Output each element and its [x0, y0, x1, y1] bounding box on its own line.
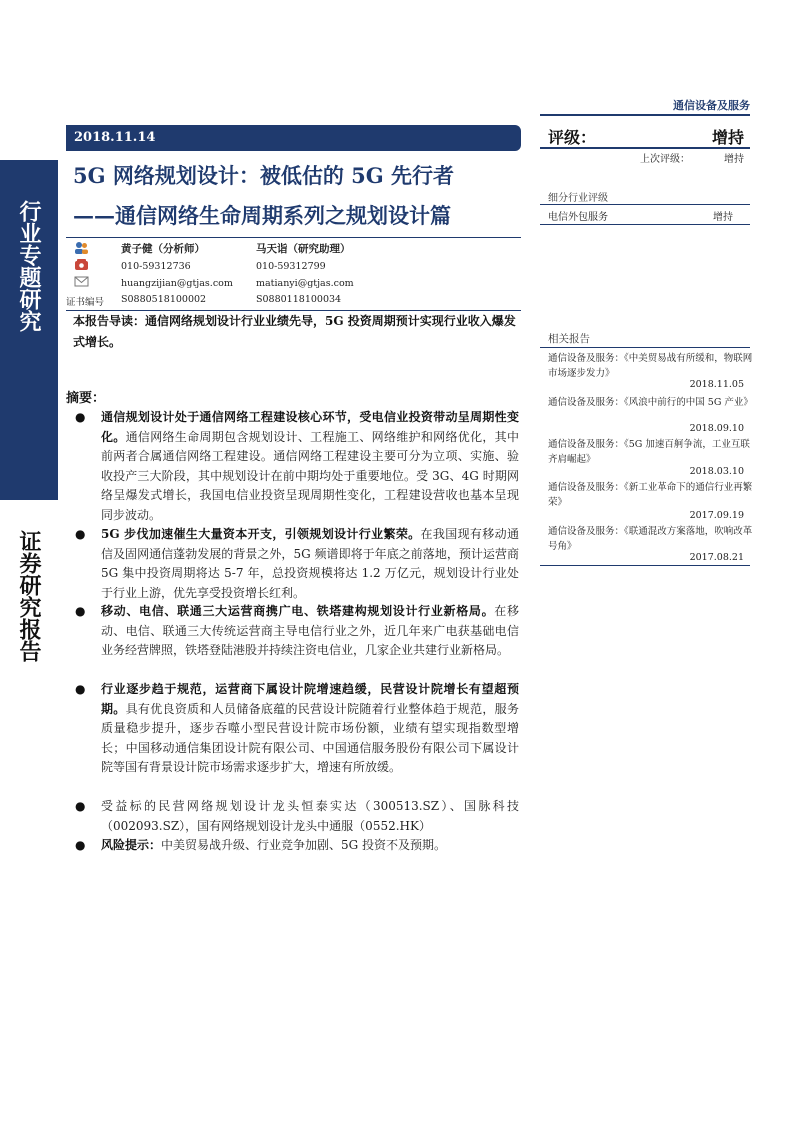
sub-industry-name: 电信外包服务 — [548, 212, 608, 223]
header-rule — [540, 114, 750, 116]
report-type-vertical-text: 证券研究报告 — [16, 530, 42, 662]
rating-rule — [540, 147, 750, 149]
rating-value: 增持 — [711, 128, 744, 147]
related-report-1-date: 2018.11.05 — [689, 379, 744, 390]
related-reports-rule-bottom — [540, 565, 750, 566]
email-icon — [74, 275, 89, 288]
sector-label: 通信设备及服务 — [673, 99, 750, 112]
author-2-cert: S0880118100034 — [256, 294, 342, 305]
sub-industry-rating: 增持 — [713, 212, 733, 223]
author-1-phone: 010-59312736 — [121, 261, 191, 272]
author-2-name: 马天诣（研究助理） — [256, 243, 351, 255]
bullet-icon: ● — [75, 410, 86, 424]
related-report-5-date: 2017.08.21 — [689, 552, 744, 563]
phone-icon — [74, 258, 89, 271]
related-reports-header: 相关报告 — [548, 333, 590, 345]
person-icon — [74, 241, 89, 254]
prev-rating-value: 增持 — [724, 154, 744, 165]
rating-label: 评级： — [548, 128, 597, 147]
summary-item-4: 行业逐步趋于规范，运营商下属设计院增速趋缓，民营设计院增长有望超预期。具有优良资质和人员储备底蕴的民营设计院随着行业整体趋于规范，服务质量稳步提升，逐步吞噬小型民营设计院市场份额，业绩有望实现指数型增长；中国移动通信集团设计院有限公司、中国通信服务股份有限公司下属设计院等国有背景设计院市场需求逐步扩大，增速有所放缓。 — [101, 682, 519, 775]
author-1-email[interactable]: huangzijian@gtjas.com — [121, 278, 233, 289]
sub-industry-header: 细分行业评级 — [548, 193, 608, 204]
title-line2: ——通信网络生命周期系列之规划设计篇 — [73, 203, 451, 228]
related-report-2[interactable]: 通信设备及服务：《风浪中前行的中国 5G 产业》 — [548, 397, 753, 408]
report-guide: 本报告导读：通信网络规划设计行业业绩先导，5G 投资周期预计实现行业收入爆发式增长。 — [73, 314, 516, 349]
sub-industry-rule — [540, 204, 750, 205]
author-2-phone: 010-59312799 — [256, 261, 326, 272]
date-bar — [66, 125, 521, 151]
related-report-4[interactable]: 通信设备及服务：《新工业革命下的通信行业再繁荣》 — [548, 482, 753, 508]
cert-label: 证书编号 — [66, 297, 105, 308]
bullet-icon: ● — [75, 527, 86, 541]
summary-item-3: 移动、电信、联通三大运营商携广电、铁塔建构规划设计行业新格局。在移动、电信、联通三大传统运营商主导电信行业之外，近几年来广电获基础电信业务经营牌照，铁塔登陆港股并持续注资电信业，几家企业共建行业新格局。 — [101, 604, 519, 658]
bullet-icon: ● — [75, 838, 86, 852]
related-report-5[interactable]: 通信设备及服务：《联通混改方案落地，吹响改革号角》 — [548, 526, 753, 552]
sub-industry-rule-bottom — [540, 224, 750, 225]
summary-item-2: 5G 步伐加速催生大量资本开支，引领规划设计行业繁荣。在我国现有移动通信及固网通信蓬勃发展的背景之外，5G 频谱即将于年底之前落地，预计运营商 5G 集中投资周期将达 5-7 年，总投资规模将达 1.2 万亿元，规划设计行业处于行业上游，优先享受投资增长红利。 — [101, 527, 519, 600]
related-report-1[interactable]: 通信设备及服务：《中美贸易战有所缓和，物联网市场逐步发力》 — [548, 353, 753, 379]
author-2-email[interactable]: matianyi@gtjas.com — [256, 278, 354, 289]
title-rule — [66, 237, 521, 238]
related-report-3-date: 2018.03.10 — [689, 466, 744, 477]
summary-item-1: 通信规划设计处于通信网络工程建设核心环节，受电信业投资带动呈周期性变化。通信网络生命周期包含规划设计、工程施工、网络维护和网络优化，其中前两者合属通信网络工程建设。通信网络工程建设主要可分为立项、实施、验收投产三大阶段，其中规划设计在前中期均处于重要地位。受 3G、4G 时期网络呈爆发式增长，我国电信业投资呈现周期性变化，工程建设营收也基本呈现同步波动。 — [101, 410, 519, 522]
report-date: 2018.11.14 — [74, 130, 156, 145]
summary-title: 摘要： — [66, 391, 106, 406]
author-1-name: 黄子健（分析师） — [121, 243, 205, 255]
bullet-icon: ● — [75, 682, 86, 696]
prev-rating-label: 上次评级： — [640, 154, 690, 165]
category-sidebar — [0, 160, 58, 500]
bullet-icon: ● — [75, 799, 86, 813]
category-vertical-text: 行业专题研究 — [16, 200, 42, 332]
related-reports-rule — [540, 347, 750, 348]
summary-item-6: 风险提示：中美贸易战升级、行业竞争加剧、5G 投资不及预期。 — [101, 838, 447, 852]
related-report-4-date: 2017.09.19 — [689, 510, 744, 521]
bullet-icon: ● — [75, 604, 86, 618]
author-1-cert: S0880518100002 — [121, 294, 207, 305]
summary-item-5: 受益标的民营网络规划设计龙头恒泰实达（300513.SZ）、国脉科技（002093.SZ），国有网络规划设计龙头中通服（0552.HK） — [101, 799, 519, 833]
related-report-2-date: 2018.09.10 — [689, 423, 744, 434]
title-line1: 5G 网络规划设计：被低估的 5G 先行者 — [73, 163, 455, 188]
related-report-3[interactable]: 通信设备及服务：《5G 加速百舸争流，工业互联齐肩崛起》 — [548, 439, 750, 465]
